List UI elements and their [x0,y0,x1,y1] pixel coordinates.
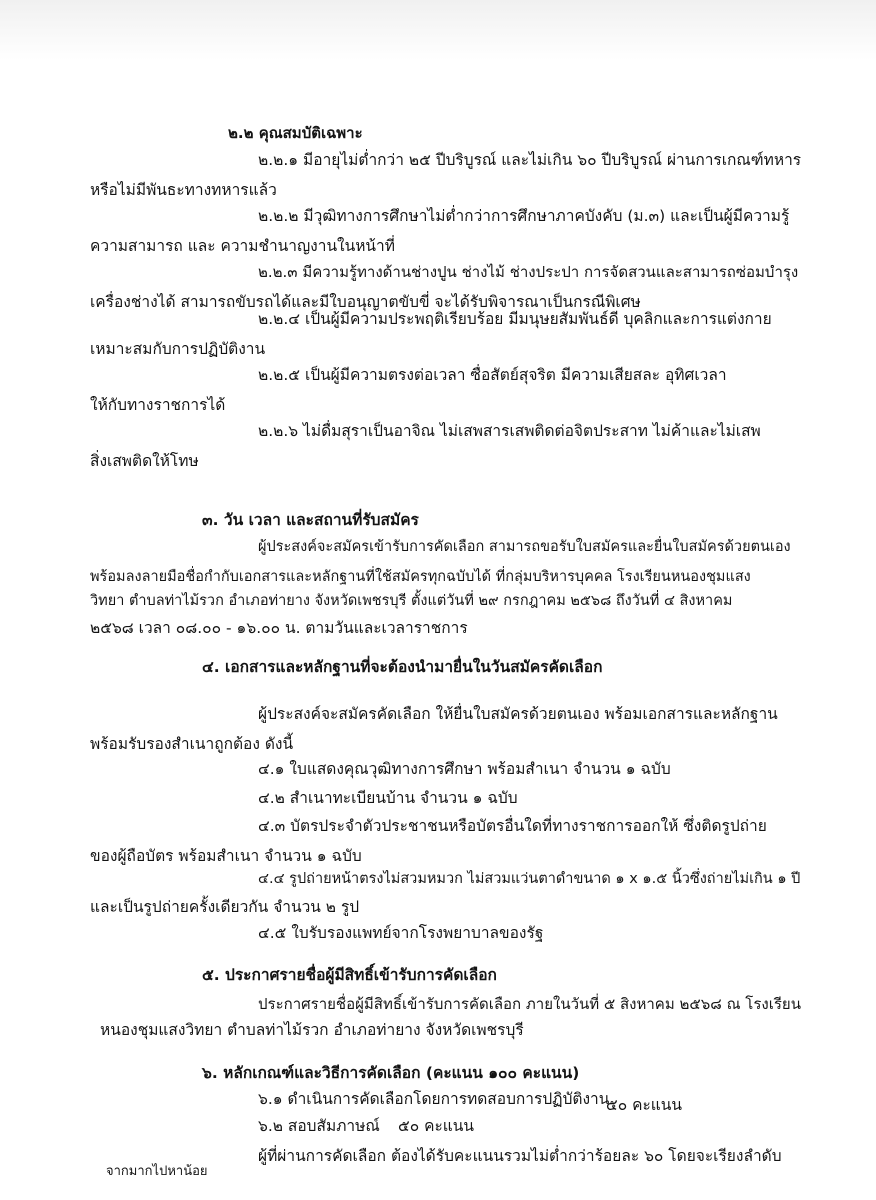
item-4-3-line1: ๔.๓ บัตรประจำตัวประชาชนหรือบัตรอื่นใดที่ทางราชการออกให้ ซึ่งติดรูปถ่าย [258,817,767,835]
item-2-2-4-line2: เหมาะสมกับการปฏิบัติงาน [90,340,266,358]
section-6-line2: จากมากไปหาน้อย [106,1164,208,1179]
item-6-2-score: ๕๐ คะแนน [398,1117,474,1135]
item-2-2-4-line1: ๒.๒.๔ เป็นผู้มีความประพฤติเรียบร้อย มีมนุษยสัมพันธ์ดี บุคลิกและการแต่งกาย [258,310,772,328]
item-2-2-6-line1: ๒.๒.๖ ไม่ดื่มสุราเป็นอาจิณ ไม่เสพสารเสพติดต่อจิตประสาท ไม่ค้าและไม่เสพ [258,422,761,440]
section-4-heading: ๔. เอกสารและหลักฐานที่จะต้องนำมายื่นในวันสมัครคัดเลือก [202,658,603,676]
item-2-2-1-line1: ๒.๒.๑ มีอายุไม่ต่ำกว่า ๒๕ ปีบริบูรณ์ และไม่เกิน ๖๐ ปีบริบูรณ์ ผ่านการเกณฑ์ทหาร [258,151,802,169]
section-4-line1: ผู้ประสงค์จะสมัครคัดเลือก ให้ยื่นใบสมัครด้วยตนเอง พร้อมเอกสารและหลักฐาน [258,705,778,723]
item-4-4-line2: และเป็นรูปถ่ายครั้งเดียวกัน จำนวน ๒ รูป [90,898,360,916]
item-6-2-label: ๖.๒ สอบสัมภาษณ์ [258,1117,380,1135]
section-3-line2: พร้อมลงลายมือชื่อกำกับเอกสารและหลักฐานที่ใช้สมัครทุกฉบับได้ ที่กลุ่มบริหารบุคคล โรงเรียนหนองชุมแสง [90,569,751,585]
section-3-line3: วิทยา ตำบลท่าไม้รวก อำเภอท่ายาง จังหวัดเพชรบุรี ตั้งแต่วันที่ ๒๙ กรกฎาคม ๒๕๖๘ ถึงวันที่ ๔ สิงหาคม [90,593,733,609]
item-2-2-6-line2: สิ่งเสพติดให้โทษ [90,452,199,470]
item-2-2-2-line2: ความสามารถ และ ความชำนาญงานในหน้าที่ [90,237,395,255]
scan-shadow [0,0,876,60]
section-4-line2: พร้อมรับรองสำเนาถูกต้อง ดังนี้ [90,735,294,753]
item-2-2-5-line2: ให้กับทางราชการได้ [90,396,226,414]
item-4-2: ๔.๒ สำเนาทะเบียนบ้าน จำนวน ๑ ฉบับ [258,789,518,807]
section-2-2-heading: ๒.๒ คุณสมบัติเฉพาะ [228,124,363,142]
item-2-2-2-line1: ๒.๒.๒ มีวุฒิทางการศึกษาไม่ต่ำกว่าการศึกษาภาคบังคับ (ม.๓) และเป็นผู้มีความรู้ [258,207,790,225]
section-5-line1: ประกาศรายชื่อผู้มีสิทธิ์เข้ารับการคัดเลือก ภายในวันที่ ๕ สิงหาคม ๒๕๖๘ ณ โรงเรียน [258,995,801,1013]
section-3-line4: ๒๕๖๘ เวลา ๐๘.๐๐ - ๑๖.๐๐ น. ตามวันและเวลาราชการ [90,619,468,637]
item-6-1-score: ๕๐ คะแนน [606,1096,682,1114]
item-4-4-line1: ๔.๔ รูปถ่ายหน้าตรงไม่สวมหมวก ไม่สวมแว่นตาดำขนาด ๑ x ๑.๕ นิ้วซึ่งถ่ายไม่เกิน ๑ ปี [258,871,801,887]
item-4-3-line2: ของผู้ถือบัตร พร้อมสำเนา จำนวน ๑ ฉบับ [90,847,362,865]
item-6-1-label: ๖.๑ ดำเนินการคัดเลือกโดยการทดสอบการปฏิบัติงาน [258,1090,610,1108]
item-4-5: ๔.๕ ใบรับรองแพทย์จากโรงพยาบาลของรัฐ [258,924,544,942]
section-6-heading: ๖. หลักเกณฑ์และวิธีการคัดเลือก (คะแนน ๑๐๐ คะแนน) [202,1064,580,1082]
section-6-line1: ผู้ที่ผ่านการคัดเลือก ต้องได้รับคะแนนรวมไม่ต่ำกว่าร้อยละ ๖๐ โดยจะเรียงลำดับ [258,1147,782,1165]
section-3-heading: ๓. วัน เวลา และสถานที่รับสมัคร [202,511,419,529]
item-4-1: ๔.๑ ใบแสดงคุณวุฒิทางการศึกษา พร้อมสำเนา จำนวน ๑ ฉบับ [258,760,671,778]
section-3-line1: ผู้ประสงค์จะสมัครเข้ารับการคัดเลือก สามารถขอรับใบสมัครและยื่นใบสมัครด้วยตนเอง [258,539,791,555]
section-5-line2: หนองชุมแสงวิทยา ตำบลท่าไม้รวก อำเภอท่ายาง จังหวัดเพชรบุรี [100,1021,524,1039]
item-2-2-3-line2: เครื่องช่างได้ สามารถขับรถได้และมีใบอนุญาตขับขี่ จะได้รับพิจารณาเป็นกรณีพิเศษ [90,293,641,311]
item-2-2-3-line1: ๒.๒.๓ มีความรู้ทางด้านช่างปูน ช่างไม้ ช่างประปา การจัดสวนและสามารถซ่อมบำรุง [258,263,799,281]
item-2-2-5-line1: ๒.๒.๕ เป็นผู้มีความตรงต่อเวลา ซื่อสัตย์สุจริต มีความเสียสละ อุทิศเวลา [258,366,727,384]
item-2-2-1-line2: หรือไม่มีพันธะทางทหารแล้ว [90,181,277,199]
section-5-heading: ๕. ประกาศรายชื่อผู้มีสิทธิ์เข้ารับการคัดเลือก [202,966,497,984]
